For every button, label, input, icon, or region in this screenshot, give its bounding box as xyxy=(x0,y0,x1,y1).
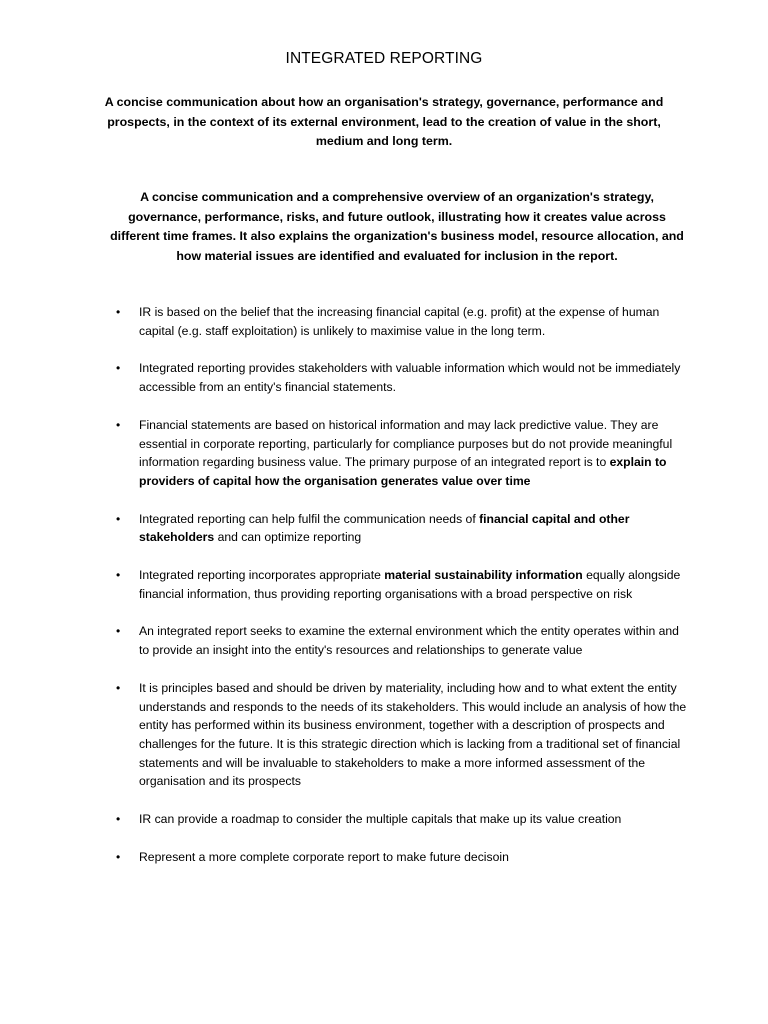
bullet-marker: • xyxy=(116,812,121,827)
bullet-marker: • xyxy=(116,849,121,864)
intro-definition-1: A concise communication about how an organisation's strategy, governance, performance and prospects, in the context of its external environment, lead to the creation of value in the short, medium and long term. xyxy=(104,95,664,148)
list-item xyxy=(116,303,688,340)
bullet-marker: • xyxy=(116,417,121,432)
list-item xyxy=(116,359,688,396)
bullet-marker: • xyxy=(116,305,121,319)
bullet-text: IR can provide a roadmap to consider the multiple capitals that make up its value creation xyxy=(139,812,622,827)
list-item xyxy=(116,622,688,659)
list-item xyxy=(116,810,688,829)
bullet-text: Integrated reporting can help fulfil the communication needs of xyxy=(139,511,480,526)
bullet-text: IR is based on the belief that the increasing financial capital (e.g. profit) at the expense of human capital (e.g. staff exploitation) is unlikely to maximise value in the long term. xyxy=(139,305,660,338)
bullet-text-after: and can optimize reporting xyxy=(214,530,362,545)
bullet-text: Integrated reporting incorporates appropriate xyxy=(139,568,385,583)
bullet-text: An integrated report seeks to examine the external environment which the entity operates within and to provide an insight into the entity's resources and relationships to generate value xyxy=(139,624,679,658)
bullet-text: Integrated reporting provides stakeholders with valuable information which would not be immediately accessible from an entity's financial statements. xyxy=(139,361,681,395)
list-item xyxy=(116,848,688,867)
bullet-marker: • xyxy=(116,568,121,583)
bullet-text-after: equally alongside financial information, thus providing reporting organisations with a broad perspective on risk xyxy=(139,568,681,601)
bullet-text: Represent a more complete corporate report to make future decisoin xyxy=(139,849,509,864)
bullet-list xyxy=(116,303,688,885)
bullet-text: It is principles based and should be driven by materiality, including how and to what extent the entity understands and responds to the needs of its stakeholders. This would include an analysis of how the entity has performed within its business environment, together with a description of prospects and challenges for the future. It is this strategic direction which is lacking from a traditional set of financial statements and will be invaluable to stakeholders to make a more informed assessment of the organisation and its prospects xyxy=(139,680,687,789)
list-item xyxy=(116,510,688,547)
bullet-emphasis: financial capital and other stakeholders xyxy=(139,511,630,545)
intro-definition-2: A concise communication and a comprehensive overview of an organization's strategy, governance, performance, risks, and future outlook, illustrating how it creates value across different time frames. It also explains the organization's business model, resource allocation, and how material issues are identified and evaluated for inclusion in the report. xyxy=(110,190,684,263)
bullet-emphasis: explain to providers of capital how the organisation generates value over time xyxy=(139,455,667,488)
document-title: INTEGRATED REPORTING xyxy=(285,50,483,67)
list-item xyxy=(116,416,688,491)
bullet-marker: • xyxy=(116,680,121,695)
list-item xyxy=(116,679,688,791)
bullet-marker: • xyxy=(116,624,121,639)
bullet-marker: • xyxy=(116,361,121,376)
bullet-emphasis: material sustainability information xyxy=(384,568,583,583)
list-item xyxy=(116,566,688,603)
bullet-marker: • xyxy=(116,511,121,526)
bullet-text: Financial statements are based on historical information and may lack predictive value. They are essential in corporate reporting, particularly for compliance purposes but do not provide meaningful information regarding business value. The primary purpose of an integrated report is to xyxy=(139,417,673,470)
